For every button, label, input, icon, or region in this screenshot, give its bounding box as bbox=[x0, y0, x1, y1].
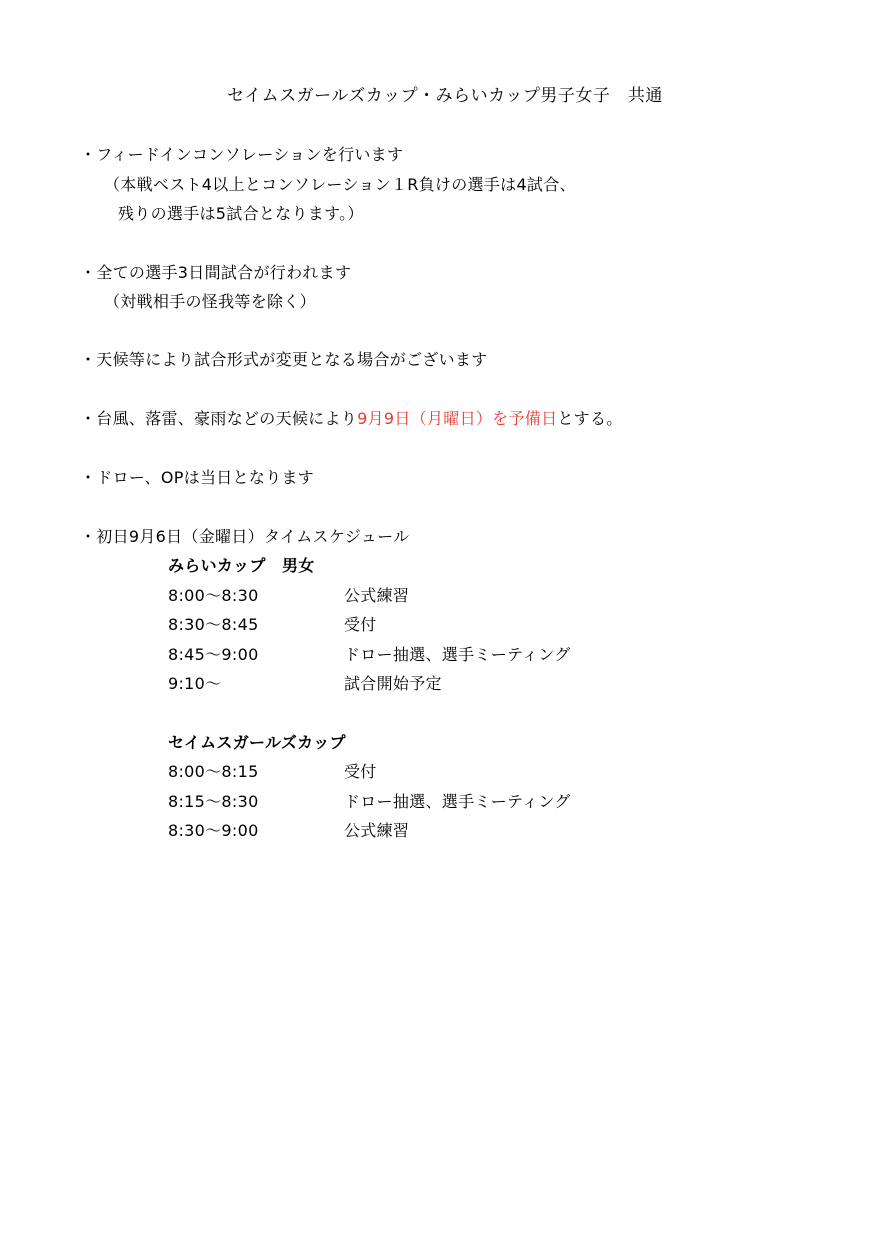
reserve-day-highlight: 9月9日（月曜日）を予備日 bbox=[357, 409, 558, 428]
weather-notice: ・天候等により試合形式が変更となる場合がございます bbox=[80, 350, 488, 369]
three-days-note: （対戦相手の怪我等を除く） bbox=[104, 292, 316, 311]
schedule-time: 8:15～8:30 bbox=[168, 792, 259, 811]
schedule-event: 受付 bbox=[344, 762, 377, 781]
schedule-heading-seimus: セイムスガールズカップ bbox=[168, 733, 346, 752]
schedule-heading-mirai: みらいカップ 男女 bbox=[168, 556, 315, 575]
reserve-day-suffix: とする。 bbox=[557, 409, 623, 428]
schedule-header: ・初日9月6日（金曜日）タイムスケジュール bbox=[80, 527, 410, 546]
three-days-notice: ・全ての選手3日間試合が行われます bbox=[80, 263, 352, 282]
schedule-event: 試合開始予定 bbox=[344, 674, 442, 693]
reserve-day-prefix: ・台風、落雷、豪雨などの天候により bbox=[80, 409, 358, 428]
feed-in-notice: ・フィードインコンソレーションを行います bbox=[80, 145, 404, 164]
feed-in-note-2: 残りの選手は5試合となります。） bbox=[118, 204, 364, 223]
schedule-event: 受付 bbox=[344, 615, 377, 634]
schedule-time: 9:10～ bbox=[168, 674, 222, 693]
schedule-time: 8:45～9:00 bbox=[168, 645, 259, 664]
schedule-time: 8:00～8:15 bbox=[168, 762, 259, 781]
feed-in-note-1: （本戦ベスト4以上とコンソレーション１R負けの選手は4試合、 bbox=[104, 175, 576, 194]
page-title: セイムスガールズカップ・みらいカップ男子女子 共通 bbox=[227, 86, 663, 106]
schedule-event: 公式練習 bbox=[344, 821, 410, 840]
schedule-event: 公式練習 bbox=[344, 586, 410, 605]
schedule-time: 8:00～8:30 bbox=[168, 586, 259, 605]
schedule-event: ドロー抽選、選手ミーティング bbox=[344, 792, 571, 811]
schedule-event: ドロー抽選、選手ミーティング bbox=[344, 645, 571, 664]
schedule-time: 8:30～9:00 bbox=[168, 821, 259, 840]
schedule-time: 8:30～8:45 bbox=[168, 615, 259, 634]
draw-notice: ・ドロー、OPは当日となります bbox=[80, 468, 315, 487]
reserve-day-notice bbox=[80, 408, 623, 430]
